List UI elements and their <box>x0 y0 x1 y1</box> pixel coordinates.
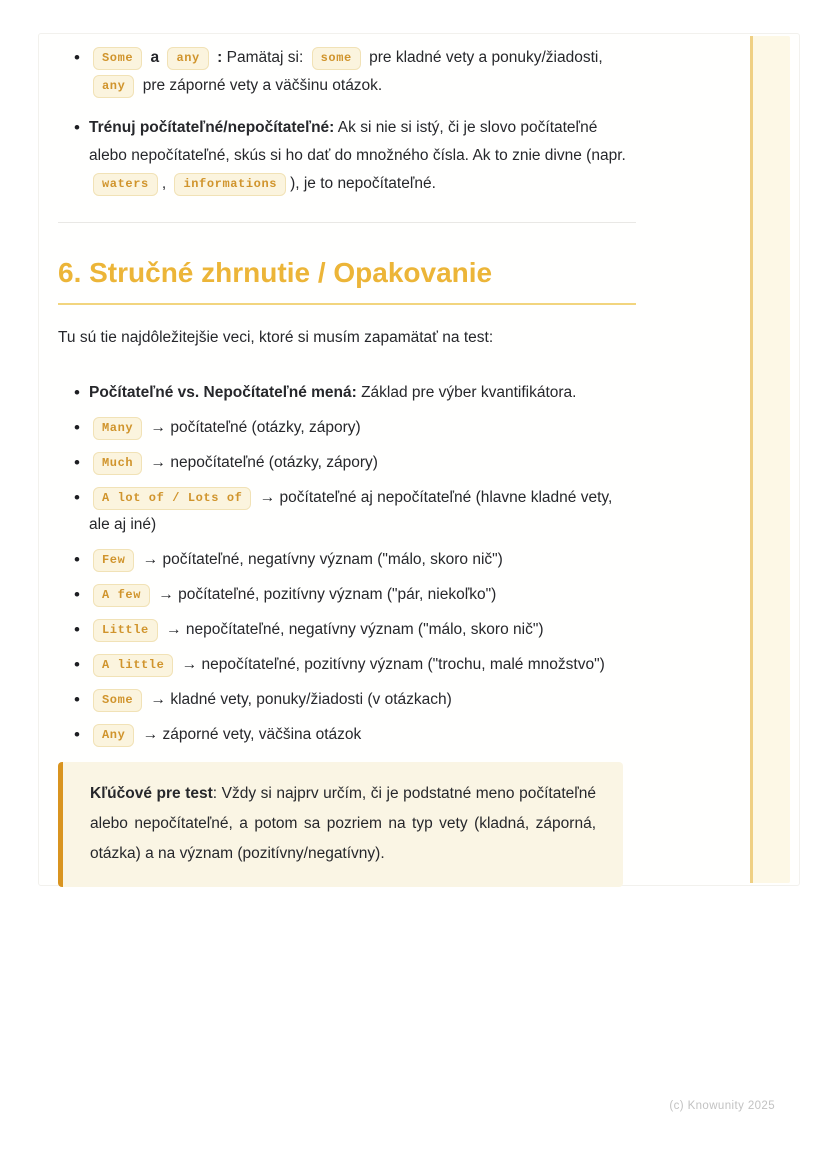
inline-code-badge: Little <box>93 619 158 642</box>
list-item <box>58 546 636 573</box>
text-segment: → počítateľné aj nepočítateľné (hlavne kladné vety, ale aj iné) <box>89 489 613 533</box>
inline-code-badge: any <box>93 75 134 98</box>
bold-text-segment: a <box>146 49 164 66</box>
key-note-callout <box>58 762 623 887</box>
summary-bullet-list <box>58 379 636 748</box>
list-item <box>58 114 636 198</box>
inline-code-badge: Some <box>93 689 142 712</box>
inline-code-badge: any <box>167 47 208 70</box>
inline-code-badge: Many <box>93 417 142 440</box>
footer-credit: (c) Knowunity 2025 <box>669 1100 775 1112</box>
text-segment: → nepočítateľné, pozitívny význam ("trochu, malé množstvo") <box>177 656 605 673</box>
callout-text <box>90 779 596 869</box>
inline-code-badge: Few <box>93 549 134 572</box>
inline-code-badge: A few <box>93 584 150 607</box>
text-segment: → počítateľné (otázky, zápory) <box>146 419 361 436</box>
text-segment: → nepočítateľné, negatívny význam ("málo, skoro nič") <box>161 621 544 638</box>
text-segment: → počítateľné, pozitívny význam ("pár, niekoľko") <box>154 586 497 603</box>
list-item <box>58 414 636 441</box>
text-segment: Ak si nie si istý, či je slovo počítateľné alebo nepočítateľné, skús si ho dať do množného čísla. Ak to znie divne (napr. <box>89 119 626 164</box>
bold-text-segment: Trénuj počítateľné/nepočítateľné: <box>89 119 335 136</box>
text-segment: ), je to nepočítateľné. <box>290 175 436 192</box>
text-segment: → kladné vety, ponuky/žiadosti (v otázkach) <box>146 691 452 708</box>
text-segment: Pamätaj si: <box>222 49 308 66</box>
text-segment: pre záporné vety a väčšinu otázok. <box>138 77 383 94</box>
list-item <box>58 686 636 713</box>
text-segment: → počítateľné, negatívny význam ("málo, skoro nič") <box>138 551 503 568</box>
section-divider <box>58 222 636 223</box>
list-item <box>58 44 636 100</box>
intro-bullet-list <box>58 44 636 198</box>
inline-code-badge: Much <box>93 452 142 475</box>
inline-code-badge: some <box>312 47 361 70</box>
text-segment: : Vždy si najprv určím, či je podstatné meno počítateľné alebo nepočítateľné, a potom sa pozriem na typ vety (kladná, záporná, otázka) a na význam (pozitívny/negatívny). <box>90 785 597 862</box>
text-segment: pre kladné vety a ponuky/žiadosti, <box>364 49 603 66</box>
bold-text-segment: Kľúčové pre test <box>90 785 213 802</box>
section-heading: 6. Stručné zhrnutie / Opakovanie <box>58 257 636 305</box>
inline-code-badge: informations <box>174 173 286 196</box>
text-segment: → nepočítateľné (otázky, zápory) <box>146 454 378 471</box>
list-item <box>58 616 636 643</box>
section-intro-paragraph: Tu sú tie najdôležitejšie veci, ktoré si musím zapamätať na test: <box>58 329 494 346</box>
list-item <box>58 581 636 608</box>
bold-text-segment: Počítateľné vs. Nepočítateľné mená: <box>89 384 357 401</box>
document-card <box>38 33 800 886</box>
document-content <box>58 44 636 887</box>
list-item <box>58 721 636 748</box>
list-item <box>58 379 636 406</box>
inline-code-badge: waters <box>93 173 158 196</box>
inline-code-badge: A lot of / Lots of <box>93 487 251 510</box>
text-segment: , <box>161 175 171 192</box>
inline-code-badge: A little <box>93 654 173 677</box>
bold-text-segment: : <box>212 49 223 66</box>
inline-code-badge: Any <box>93 724 134 747</box>
list-item <box>58 651 636 678</box>
text-segment: Základ pre výber kvantifikátora. <box>356 384 577 401</box>
text-segment: → záporné vety, väčšina otázok <box>138 726 362 743</box>
list-item <box>58 484 636 538</box>
notebook-margin-stripe <box>750 36 790 883</box>
list-item <box>58 449 636 476</box>
inline-code-badge: Some <box>93 47 142 70</box>
